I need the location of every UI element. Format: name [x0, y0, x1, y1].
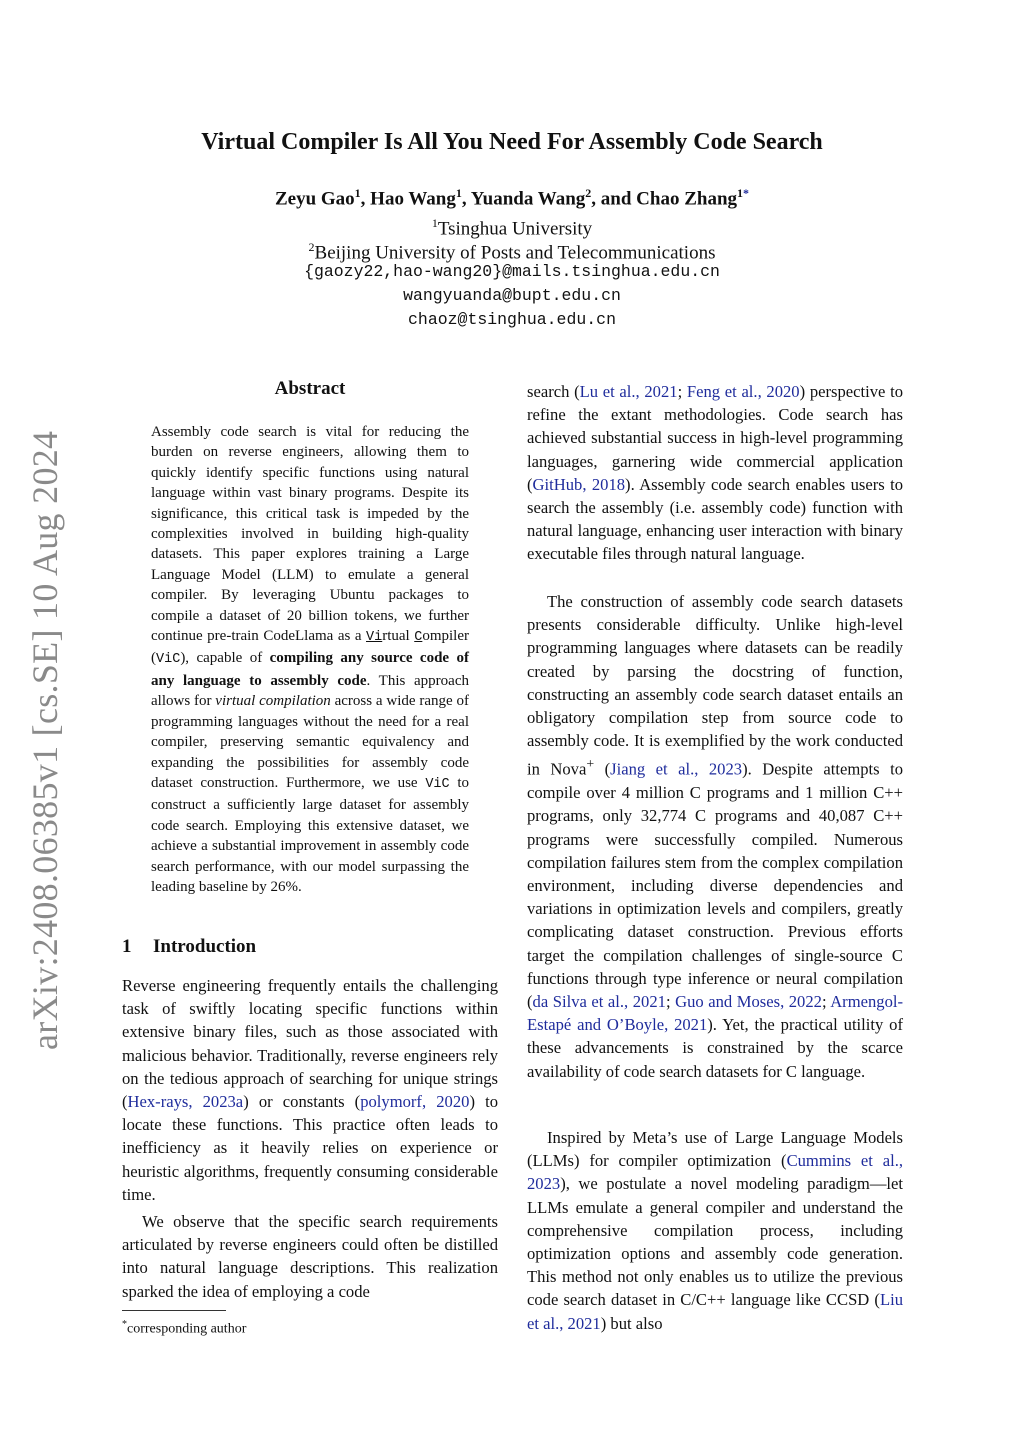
abstract-heading: Abstract: [274, 378, 346, 399]
footnote-text: corresponding author: [127, 1321, 247, 1337]
abstract-emphasis: compiling any source code of any language to assembly code: [151, 650, 469, 689]
affiliation-name: Tsinghua University: [437, 218, 593, 240]
intro-paragraph-3: search (Lu et al., 2021; Feng et al., 2020) perspective to refine the extant methodologies. Code search has achieved substantial success in high-level programming languages, garnering wide commercial application (GitHub, 2018). Assembly code search enables users to search the assembly (i.e. assembly code) function with natural language, enhancing user interaction with binary executable files through natural language.: [527, 382, 903, 564]
intro-paragraph-2: We observe that the specific search requirements articulated by reverse engineers could often be distilled into natural language descriptions. This realization sparked the idea of employing a code: [122, 1212, 498, 1301]
email-3: chaoz@tsinghua.edu.cn: [408, 310, 616, 329]
footnote: [122, 1315, 246, 1340]
citation-link[interactable]: Armengol-Estapé and O’Boyle, 2021: [527, 991, 904, 1035]
email-1: {gaozy22,hao-wang20}@mails.tsinghua.edu.cn: [304, 262, 720, 281]
intro-paragraph-1: Reverse engineering frequently entails the challenging task of swiftly locating specific functions within extensive binary files, such as those associated with malicious behavior. Traditionally, reverse engineers rely on the tedious approach of searching for unique strings (Hex-rays, 2023a) or constants (polymorf, 2020) to locate these functions. This practice often leads to inefficiency as it heavily relies on experience or heuristic algorithms, frequently consuming considerable time.: [122, 976, 498, 1204]
email-2: wangyuanda@bupt.edu.cn: [403, 286, 621, 305]
author-name: and Chao Zhang: [600, 188, 738, 210]
section-number: 1: [122, 936, 132, 957]
footnote-divider: [122, 1310, 226, 1311]
intro-paragraph-4: The construction of assembly code search datasets presents considerable difficulty. Unlike high-level programming languages where datasets can be readily created by parsing the docstring of function, constructing an assembly code search dataset entails an obligatory compilation step from source code to assembly code. It is exemplified by the work conducted in Nova+ (Jiang et al., 2023). Despite attempts to compile over 4 million C programs and 1 million C++ programs, only 32,774 C programs and 40,087 C++ programs were successfully compiled. Numerous compilation failures stem from the complex compilation environment, including diverse dependencies and variations in optimization levels and compilers, greatly complicating dataset construction. Previous efforts target the compilation challenges of single-source C functions through type inference or neural compilation (da Silva et al., 2021; Guo and Moses, 2022; Armengol-Estapé and O’Boyle, 2021). Yet, the practical utility of these advancements is constrained by the scarce availability of code search datasets for C language.: [527, 592, 904, 1081]
citation-link[interactable]: Liu et al., 2021: [527, 1290, 903, 1333]
footnote-mark: *: [122, 1319, 127, 1330]
citation-link[interactable]: Jiang et al., 2023: [610, 759, 743, 779]
citation-link[interactable]: Guo and Moses, 2022: [675, 991, 822, 1011]
affiliation-number: 1: [431, 216, 438, 230]
abstract-italic: virtual compilation: [215, 693, 331, 710]
author-name: Yuanda Wang: [470, 188, 586, 210]
author-name: Hao Wang: [370, 188, 456, 210]
affiliation-number: 2: [308, 240, 315, 254]
paper-title: Virtual Compiler Is All You Need For Assembly Code Search: [201, 129, 823, 155]
nova-superscript: +: [586, 756, 595, 772]
author-list: Zeyu Gao$^1$, Hao Wang$^1$, Yuanda Wang$^2$, and Chao Zhang$^{1*}$: [274, 186, 750, 210]
section-heading-introduction: [122, 936, 256, 958]
affiliation-mark: 1: [455, 186, 462, 200]
citation-link[interactable]: Hex-rays, 2023a: [127, 1092, 244, 1112]
abstract-body: Assembly code search is vital for reducing the burden on reverse engineers, allowing them to quickly identify specific functions using natural language within vast binary programs. Despite its significance, this critical task is impeded by the complexities involved in building high-quality datasets. This paper explores training a Large Language Model (LLM) to emulate a general compiler. By leveraging Ubuntu packages to compile a dataset of 20 billion tokens, we further continue pre-train CodeLlama as a Virtual Compiler (ViC), capable of compiling any source code of any language to assembly code. This approach allows for virtual compilation across a wide range of programming languages without the need for a real compiler, preserving semantic equivalency and expanding the possibilities for assembly code dataset construction. Furthermore, we use ViC to construct a sufficiently large dataset for assembly code search. Employing this extensive dataset, we achieve a substantial improvement in assembly code search performance, with our model surpassing the leading baseline by 26%.: [151, 424, 470, 895]
citation-link[interactable]: polymorf, 2020: [360, 1092, 470, 1112]
section-title: Introduction: [153, 936, 257, 957]
affiliation-name: Beijing University of Posts and Telecommunications: [314, 242, 716, 264]
citation-link[interactable]: Feng et al., 2020: [686, 382, 800, 401]
citation-link[interactable]: Lu et al., 2021: [579, 382, 678, 401]
citation-link[interactable]: GitHub, 2018: [532, 474, 626, 494]
citation-link[interactable]: da Silva et al., 2021: [532, 991, 666, 1011]
author-name: Zeyu Gao: [274, 188, 355, 210]
citation-link[interactable]: Cummins et al., 2023: [527, 1151, 903, 1194]
affiliation-mark: 1: [737, 186, 744, 200]
affiliation-mark: 2: [585, 186, 592, 200]
intro-paragraph-5: Inspired by Meta’s use of Large Language Models (LLMs) for compiler optimization (Cummins et al., 2023), we postulate a novel modeling paradigm—let LLMs emulate a general compiler and understand the comprehensive compilation process, including optimization options and assembly code generation. This method not only enables us to utilize the previous code search dataset in C/C++ language like CCSD (Liu et al., 2021) but also: [527, 1128, 903, 1333]
corresponding-author-mark[interactable]: *: [743, 186, 750, 200]
affiliation-mark: 1: [354, 186, 361, 200]
arxiv-identifier: arXiv:2408.06385v1 [cs.SE] 10 Aug 2024: [25, 430, 65, 1050]
